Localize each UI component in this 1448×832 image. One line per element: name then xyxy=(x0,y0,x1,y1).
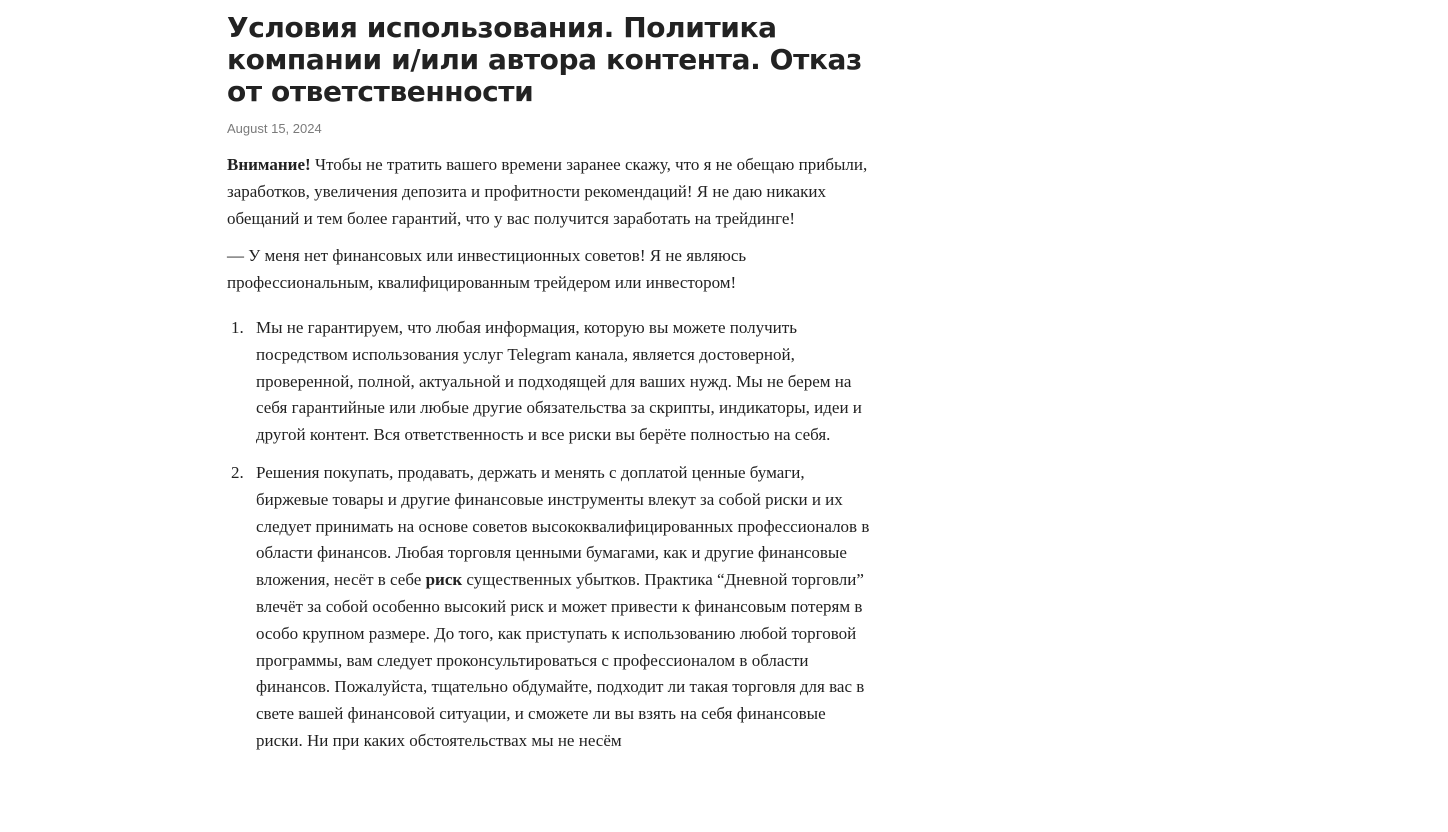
attention-paragraph xyxy=(227,152,872,232)
attention-label: Внимание! xyxy=(227,155,311,174)
article xyxy=(227,12,872,755)
article-title: Условия использования. Политика компании и/или автора контента. Отказ от ответственности xyxy=(227,11,862,108)
list-item-text xyxy=(256,463,869,750)
terms-list xyxy=(227,315,872,755)
publish-date: August 15, 2024 xyxy=(227,121,322,136)
list-item xyxy=(227,315,872,449)
list-item-number: 2. xyxy=(231,462,244,482)
disclaimer-paragraph: — У меня нет финансовых или инвестиционных советов! Я не являюсь профессиональным, квалифицированным трейдером или инвестором! xyxy=(227,246,747,293)
list-item-bold-risk: риск xyxy=(425,570,463,590)
list-item-text-after: существенных убытков. Практика “Дневной торговли” влечёт за собой особенно высокий риск и может привести к финансовым потерям в особо крупном размере. До того, как приступать к использованию любой торговой программы, вам следует проконсультироваться с профессионалом в области финансов. Пожалуйста, тщательно обдумайте, подходит ли такая торговля для вас в свете вашей финансовой ситуации, и сможете ли вы взять на себя финансовые риски. Ни при каких обстоятельствах мы не несём xyxy=(256,570,865,750)
list-item-text: Мы не гарантируем, что любая информация, которую вы можете получить посредством использования услуг Telegram канала, является достоверной, проверенной, полной, актуальной и подходящей для ваших нужд. Мы не берем на себя гарантийные или любые другие обязательства за скрипты, индикаторы, идеи и другой контент. Вся ответственность и все риски вы берёте полностью на себя. xyxy=(256,317,862,445)
article-body xyxy=(227,152,872,755)
list-item xyxy=(227,460,872,755)
list-item-number: 1. xyxy=(231,317,244,337)
list-item-text-before: Решения покупать, продавать, держать и менять с доплатой ценные бумаги, биржевые товары и другие финансовые инструменты влекут за собой риски и их следует принимать на основе советов высококвалифицированных профессионалов в области финансов. Любая торговля ценными бумагами, как и другие финансовые вложения, несёт в себе xyxy=(256,462,870,590)
attention-text: Чтобы не тратить вашего времени заранее скажу, что я не обещаю прибыли, заработков, увеличения депозита и профитности рекомендаций! Я не даю никаких обещаний и тем более гарантий, что у вас получится заработать на трейдинге! xyxy=(227,155,868,228)
